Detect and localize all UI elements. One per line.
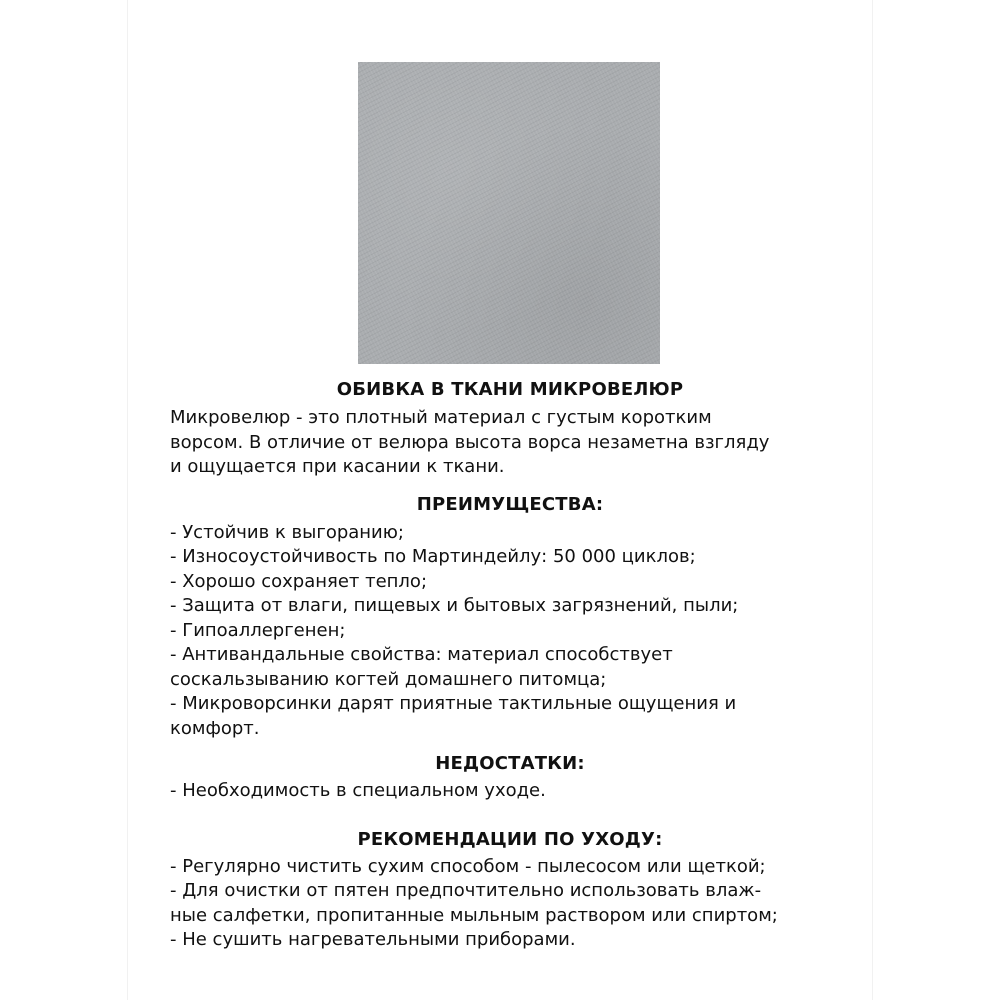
advantage-item: - Хорошо сохраняет тепло; [170, 570, 428, 592]
disadvantage-item: - Необходимость в специальном уходе. [170, 780, 546, 801]
disadvantages-heading: НЕДОСТАТКИ: [435, 753, 585, 774]
intro-line: Микровелюр - это плотный материал с густым коротким [170, 407, 712, 428]
frame-divider-right [872, 0, 873, 1000]
fabric-swatch-image [358, 62, 660, 364]
frame-divider-left [127, 0, 128, 1000]
care-item: - Для очистки от пятен предпочтительно использовать влаж- [170, 880, 762, 901]
care-heading: РЕКОМЕНДАЦИИ ПО УХОДУ: [357, 828, 663, 850]
intro-paragraph [170, 406, 850, 480]
advantage-item: - Защита от влаги, пищевых и бытовых загрязнений, пыли; [170, 595, 739, 616]
advantage-item: - Микроворсинки дарят приятные тактильные ощущения и [170, 693, 737, 714]
care-list [170, 855, 850, 953]
disadvantages-list [170, 779, 850, 804]
intro-line: ворсом. В отличие от велюра высота ворса незаметна взгляду [170, 431, 770, 453]
care-item: ные салфетки, пропитанные мыльным раствором или спиртом; [170, 904, 778, 926]
page-title: ОБИВКА В ТКАНИ МИКРОВЕЛЮР [336, 379, 684, 400]
advantage-item: - Антивандальные свойства: материал способствует [170, 644, 673, 665]
intro-line: и ощущается при касании к ткани. [170, 456, 505, 477]
advantages-heading: ПРЕИМУЩЕСТВА: [416, 493, 604, 515]
advantage-item: соскальзыванию когтей домашнего питомца; [170, 668, 607, 690]
product-description [170, 376, 850, 953]
advantage-item: - Износоустойчивость по Мартиндейлу: 50 000 циклов; [170, 546, 696, 567]
advantage-item: комфорт. [170, 717, 260, 739]
care-item: - Не сушить нагревательными приборами. [170, 929, 576, 950]
advantage-item: - Устойчив к выгоранию; [170, 521, 404, 543]
care-item: - Регулярно чистить сухим способом - пылесосом или щеткой; [170, 855, 766, 877]
advantage-item: - Гипоаллергенен; [170, 619, 346, 641]
advantages-list [170, 521, 850, 742]
